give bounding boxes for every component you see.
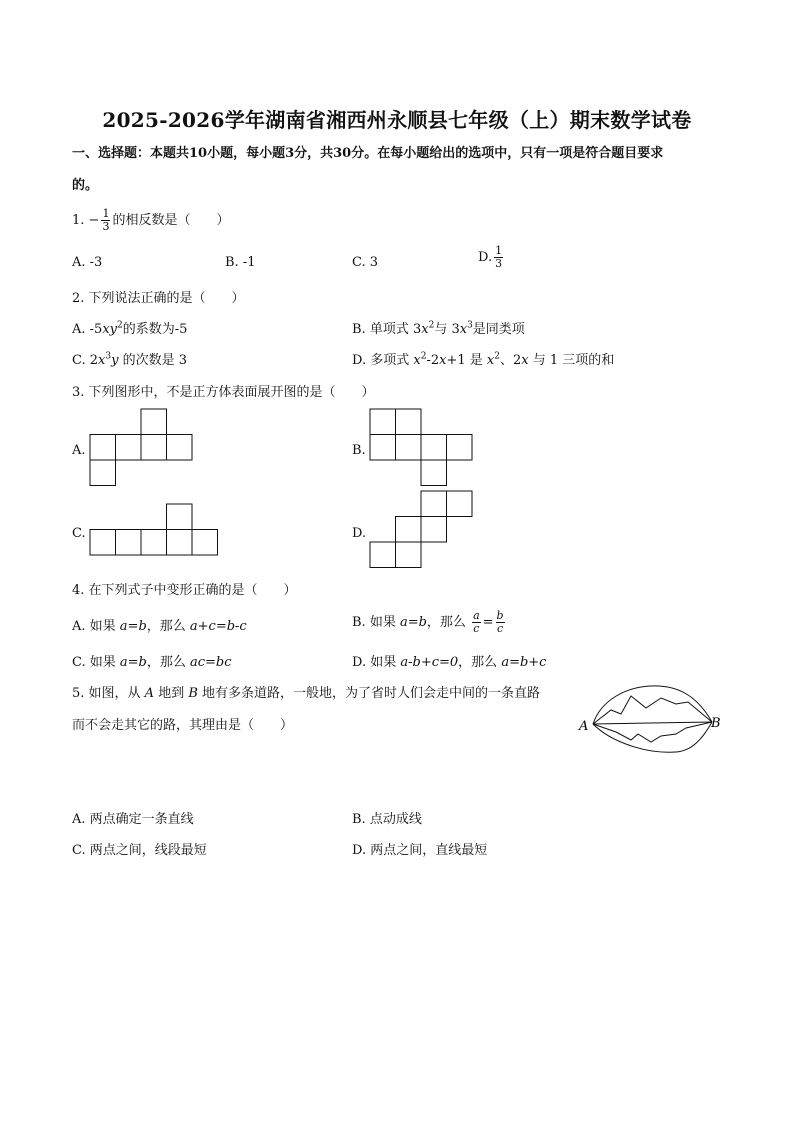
- q5-stem-line2: 而不会走其它的路，其理由是（ ）: [72, 718, 294, 733]
- net-figure-a: [90, 409, 194, 487]
- q1-option-a[interactable]: A. -3: [72, 255, 103, 270]
- q2-option-c[interactable]: C. $2x^3y$ 的次数是 3: [72, 351, 188, 368]
- q5-option-d[interactable]: D. 两点之间，直线最短: [352, 843, 488, 858]
- q1-option-b[interactable]: B. -1: [225, 255, 256, 270]
- q1-number: 1.: [72, 213, 85, 228]
- q2-option-a[interactable]: A. $-5xy^2$的系数为-5: [72, 320, 188, 337]
- q4-stem: 4. 在下列式子中变形正确的是（ ）: [72, 583, 297, 598]
- section-heading-cont: 的。: [72, 178, 99, 193]
- net-figure-d: [370, 491, 474, 569]
- q3-option-b-label[interactable]: B.: [352, 443, 366, 458]
- q1-minus: −: [88, 213, 100, 228]
- q1-fraction: $\frac{1}{3}$: [102, 207, 110, 233]
- q3-stem: 3. 下列图形中，不是正方体表面展开图的是（ ）: [72, 385, 375, 400]
- point-b-label: B: [711, 716, 721, 731]
- q4-option-a[interactable]: A. 如果 a=b，那么 a+c=b-c: [72, 619, 247, 634]
- q5-option-c[interactable]: C. 两点之间，线段最短: [72, 843, 207, 858]
- q4-option-d[interactable]: D. 如果 a-b+c=0，那么 a=b+c: [352, 655, 547, 670]
- q3-option-c-label[interactable]: C.: [72, 526, 86, 541]
- page-title: 2025-2026学年湖南省湘西州永顺县七年级（上）期末数学试卷: [102, 108, 692, 132]
- q2-option-d[interactable]: D. 多项式 $x^2-2x+1$ 是 $x^2$、2x 与 1 三项的和: [352, 351, 615, 368]
- net-figure-b: [370, 409, 474, 487]
- q3-option-d-label[interactable]: D.: [352, 526, 367, 541]
- q5-option-b[interactable]: B. 点动成线: [352, 812, 422, 827]
- q5-stem-line1: 5. 如图，从 A 地到 B 地有多条道路，一般地，为了省时人们会走中间的一条直路: [72, 686, 541, 701]
- q2-stem: 2. 下列说法正确的是（ ）: [72, 291, 245, 306]
- point-a-label: A: [579, 719, 589, 734]
- q2-option-b[interactable]: B. 单项式 $3x^2$与 $3x^3$是同类项: [352, 320, 525, 337]
- q4-option-b[interactable]: B. 如果 a=b，那么 $\frac{a}{c}$ = $\frac{b}{c}$: [352, 609, 504, 635]
- q3-option-a-label[interactable]: A.: [72, 443, 86, 458]
- section-heading: 一、选择题：本题共10小题，每小题3分，共30分。在每小题给出的选项中，只有一项是符合题目要求: [72, 146, 664, 161]
- net-figure-c: [90, 504, 220, 556]
- q5-option-a[interactable]: A. 两点确定一条直线: [72, 812, 194, 827]
- question-1: [72, 208, 229, 233]
- roads-figure: [576, 682, 726, 762]
- q4-option-c[interactable]: C. 如果 a=b，那么 ac=bc: [72, 655, 232, 670]
- q1-option-d[interactable]: D. $\frac{1}{3}$: [478, 244, 503, 270]
- q1-stem: 的相反数是（ ）: [112, 213, 230, 228]
- q1-option-c[interactable]: C. 3: [352, 255, 379, 270]
